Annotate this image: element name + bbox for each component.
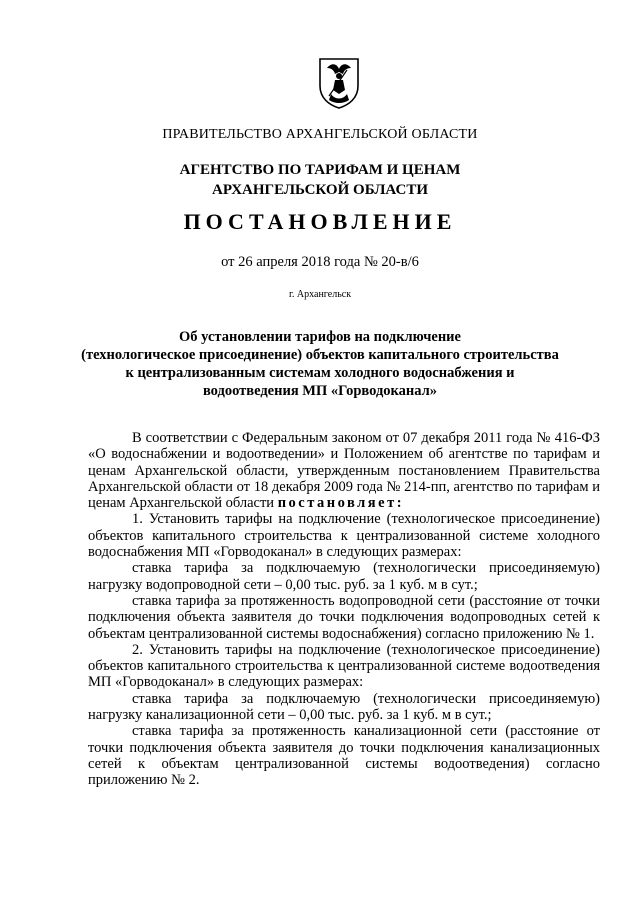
preamble-text: В соответствии с Федеральным законом от 07 декабря 2011 года № 416-ФЗ «О водоснабжении и водоотведении» и Положением об агентстве по тарифам и ценам Архангельской области, утвержденным постановлением Правительства Архангельской области от 18 декабря 2009 года № 214-пп, агентство по тарифам и ценам Архангельской области	[88, 430, 600, 512]
item-2-rate-1: ставка тарифа за подключаемую (технологически присоединяемую) нагрузку канализационной сети – 0,00 тыс. руб. за 1 куб. м в сут.;	[88, 690, 600, 724]
item-2-paragraph: 2. Установить тарифы на подключение (технологическое присоединение) объектов капитального строительства к централизованной системе водоотведения МП «Горводоканал» в следующих размерах:	[88, 641, 600, 691]
agency-name-line1: АГЕНТСТВО ПО ТАРИФАМ И ЦЕНАМ	[179, 162, 461, 178]
subject-line1: Об установлении тарифов на подключение	[179, 329, 461, 345]
subject-line4: водоотведения МП «Горводоканал»	[202, 383, 438, 399]
item-1-paragraph: 1. Установить тарифы на подключение (технологическое присоединение) объектов капитального строительства к централизованной системе холодного водоснабжения МП «Горводоканал» в следующих размерах:	[88, 511, 600, 561]
agency-name-line2: АРХАНГЕЛЬСКОЙ ОБЛАСТИ	[212, 182, 428, 198]
government-name: ПРАВИТЕЛЬСТВО АРХАНГЕЛЬСКОЙ ОБЛАСТИ	[162, 127, 478, 142]
subject-line2: (технологическое присоединение) объектов капитального строительства	[81, 347, 559, 363]
document-body	[88, 430, 600, 789]
coat-of-arms-icon	[317, 56, 361, 110]
item-1-rate-2: ставка тарифа за протяженность водопроводной сети (расстояние от точки подключения объекта заявителя до точки подключения водопроводных сетей к объектам централизованной системы водоснабжения) согласно приложению № 1.	[88, 592, 600, 642]
document-city: г. Архангельск	[288, 289, 352, 300]
preamble-paragraph	[88, 430, 600, 511]
decree-word: постановляет:	[277, 495, 405, 512]
document-date-number: от 26 апреля 2018 года № 20-в/6	[221, 254, 419, 270]
item-1-rate-1: ставка тарифа за подключаемую (технологически присоединяемую) нагрузку водопроводной сети – 0,00 тыс. руб. за 1 куб. м в сут.;	[88, 560, 600, 593]
document-subject	[0, 328, 640, 400]
item-2-rate-2: ставка тарифа за протяженность канализационной сети (расстояние от точки подключения объекта заявителя до точки подключения канализационных сетей к объектам централизованной системы водоотведения) согласно приложению № 2.	[88, 723, 600, 789]
subject-line3: к централизованным системам холодного водоснабжения и	[125, 365, 515, 381]
agency-name	[0, 160, 640, 200]
document-title: ПОСТАНОВЛЕНИЕ	[183, 209, 457, 234]
